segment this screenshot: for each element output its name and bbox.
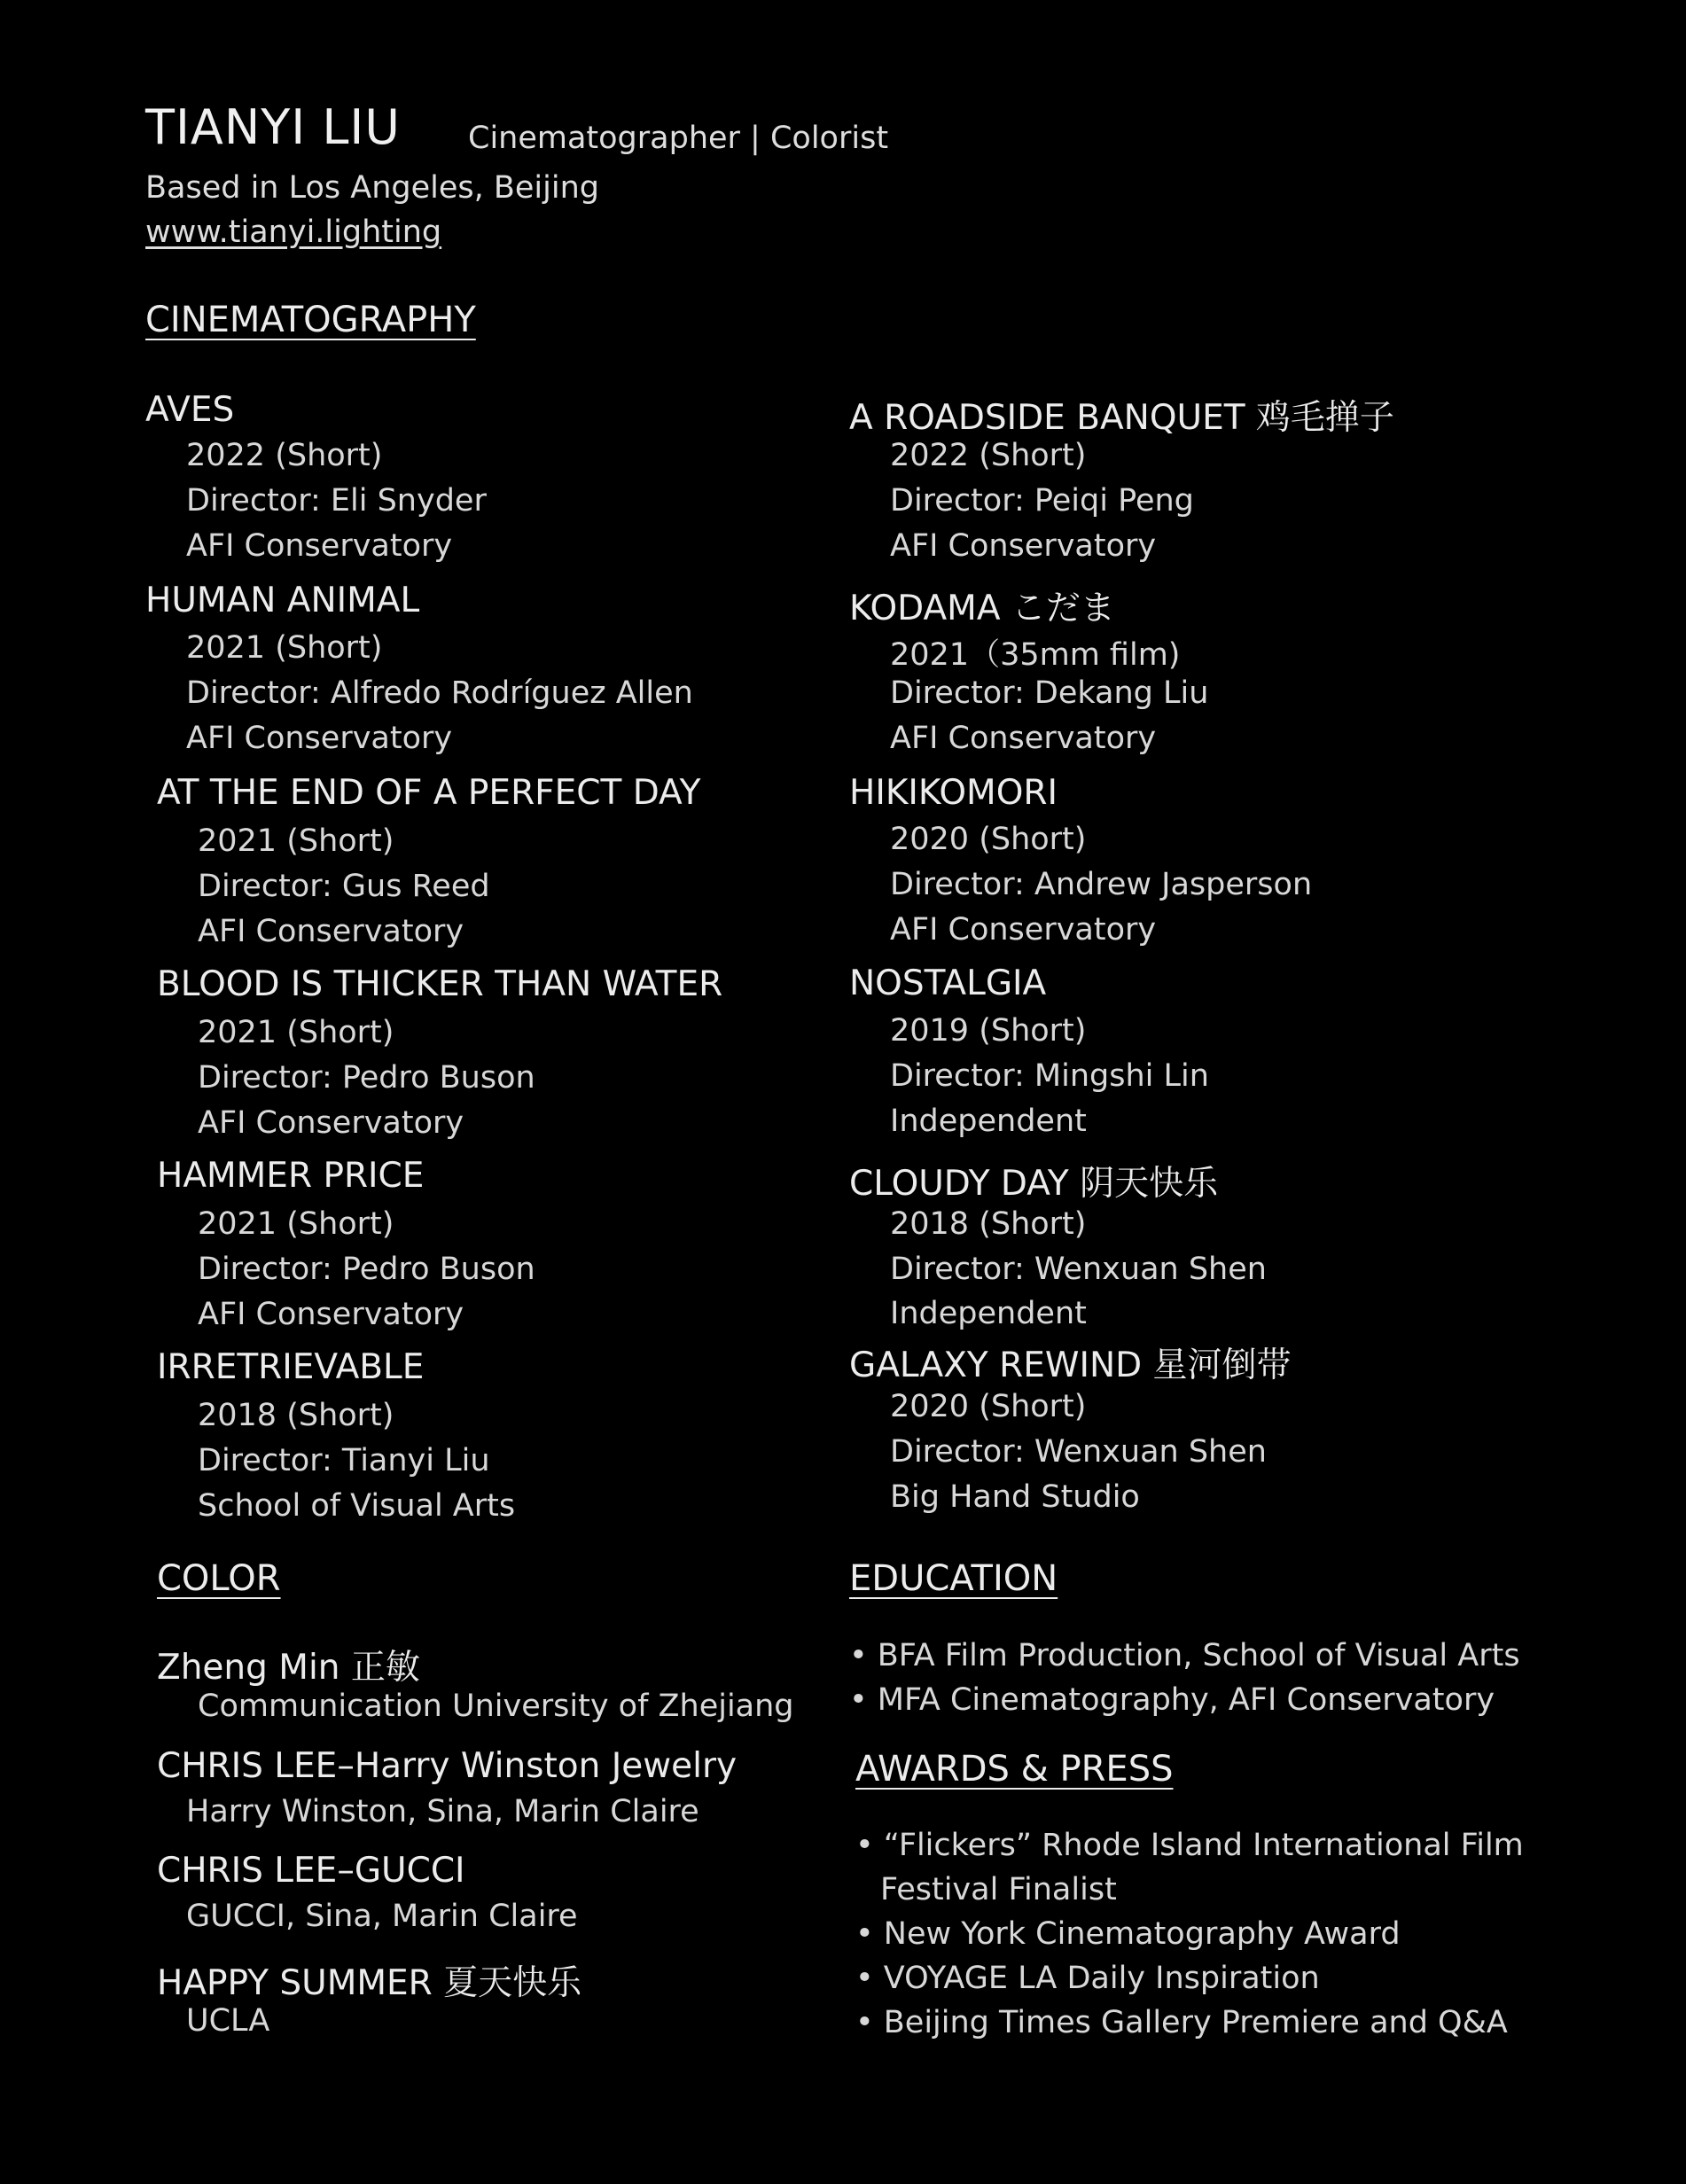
award-item: • “Flickers” Rhode Island International Film [855, 1828, 1524, 1863]
film-director: Director: Wenxuan Shen [890, 1252, 1267, 1287]
color-detail: Harry Winston, Sina, Marin Claire [186, 1794, 699, 1829]
film-director: Director: Wenxuan Shen [890, 1434, 1267, 1470]
film-title: AT THE END OF A PERFECT DAY [157, 773, 701, 813]
film-org: AFI Conservatory [186, 721, 453, 756]
film-director: Director: Eli Snyder [186, 483, 487, 519]
film-title: GALAXY REWIND 星河倒带 [849, 1346, 1292, 1385]
color-detail: Communication University of Zhejiang [198, 1689, 794, 1724]
film-director: Director: Tianyi Liu [198, 1443, 490, 1478]
color-detail: UCLA [186, 2003, 270, 2039]
education-heading: EDUCATION [849, 1558, 1058, 1599]
award-item-continued: Festival Finalist [880, 1872, 1117, 1907]
education-item: • BFA Film Production, School of Visual Arts [849, 1638, 1520, 1673]
film-org: AFI Conservatory [198, 914, 464, 949]
film-org: Independent [890, 1296, 1087, 1331]
film-org: AFI Conservatory [198, 1105, 464, 1141]
film-year: 2018 (Short) [890, 1206, 1087, 1242]
film-title: NOSTALGIA [849, 963, 1047, 1003]
film-year: 2021 (Short) [186, 630, 383, 666]
film-org: AFI Conservatory [198, 1297, 464, 1332]
award-item: • Beijing Times Gallery Premiere and Q&A [855, 2005, 1508, 2040]
film-title: CLOUDY DAY 阴天快乐 [849, 1164, 1219, 1204]
resume-name: TIANYI LIU [145, 99, 401, 155]
film-year: 2022 (Short) [890, 438, 1087, 473]
film-org: AFI Conservatory [890, 912, 1157, 948]
film-org: AFI Conservatory [186, 528, 453, 564]
film-year: 2021（35mm film) [890, 637, 1181, 673]
film-title: A ROADSIDE BANQUET 鸡毛掸子 [849, 398, 1394, 438]
film-year: 2020 (Short) [890, 822, 1087, 857]
film-director: Director: Alfredo Rodríguez Allen [186, 675, 693, 711]
film-director: Director: Mingshi Lin [890, 1058, 1209, 1094]
education-item: • MFA Cinematography, AFI Conservatory [849, 1682, 1495, 1718]
film-org: Independent [890, 1104, 1087, 1139]
award-item: • New York Cinematography Award [855, 1916, 1401, 1952]
color-title: CHRIS LEE–GUCCI [157, 1851, 465, 1891]
film-director: Director: Pedro Buson [198, 1252, 535, 1287]
film-title: KODAMA こだま [849, 589, 1115, 628]
film-org: AFI Conservatory [890, 721, 1157, 756]
cinematography-heading: CINEMATOGRAPHY [145, 300, 476, 340]
color-heading: COLOR [157, 1558, 281, 1599]
film-director: Director: Gus Reed [198, 869, 490, 904]
film-director: Director: Andrew Jasperson [890, 867, 1313, 902]
film-title: IRRETRIEVABLE [157, 1347, 425, 1387]
film-title: HAMMER PRICE [157, 1156, 425, 1196]
location-text: Based in Los Angeles, Beijing [145, 170, 599, 206]
resume-role: Cinematographer | Colorist [468, 121, 889, 156]
award-item: • VOYAGE LA Daily Inspiration [855, 1961, 1320, 1996]
film-director: Director: Peiqi Peng [890, 483, 1194, 519]
film-director: Director: Dekang Liu [890, 675, 1209, 711]
film-year: 2021 (Short) [198, 1015, 394, 1050]
film-title: HIKIKOMORI [849, 773, 1058, 813]
awards-heading: AWARDS & PRESS [855, 1749, 1174, 1790]
film-title: BLOOD IS THICKER THAN WATER [157, 964, 723, 1004]
film-org: AFI Conservatory [890, 528, 1157, 564]
film-title: AVES [145, 390, 235, 430]
film-year: 2021 (Short) [198, 823, 394, 859]
film-org: School of Visual Arts [198, 1488, 516, 1524]
color-title: Zheng Min 正敏 [157, 1648, 420, 1688]
film-org: Big Hand Studio [890, 1479, 1140, 1515]
film-title: HUMAN ANIMAL [145, 581, 420, 620]
color-title: HAPPY SUMMER 夏天快乐 [157, 1963, 582, 2003]
film-year: 2022 (Short) [186, 438, 383, 473]
film-year: 2021 (Short) [198, 1206, 394, 1242]
film-year: 2018 (Short) [198, 1398, 394, 1433]
color-title: CHRIS LEE–Harry Winston Jewelry [157, 1746, 738, 1786]
film-year: 2020 (Short) [890, 1389, 1087, 1424]
color-detail: GUCCI, Sina, Marin Claire [186, 1899, 578, 1934]
film-year: 2019 (Short) [890, 1013, 1087, 1049]
website-link[interactable]: www.tianyi.lighting [145, 214, 442, 250]
film-director: Director: Pedro Buson [198, 1060, 535, 1096]
